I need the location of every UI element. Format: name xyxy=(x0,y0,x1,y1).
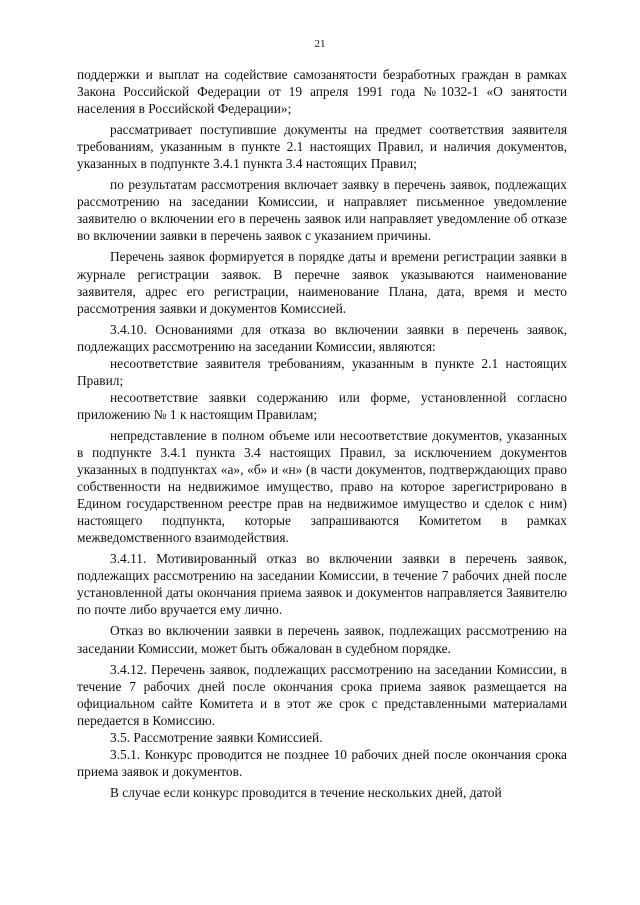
page-number: 21 xyxy=(314,38,326,50)
paragraph: несоответствие заявителя требованиям, указанным в пункте 2.1 настоящих Правил; xyxy=(77,355,567,388)
paragraph: В случае если конкурс проводится в течение нескольких дней, датой xyxy=(110,784,502,800)
paragraph: 3.4.12. Перечень заявок, подлежащих рассмотрению на заседании Комиссии, в течение 7 рабочих дней после окончания срока приема заявок размещается на официальном сайте Комитета и в этот же срок с представленными материалами передается в Комиссию. xyxy=(77,661,567,728)
document-body xyxy=(77,66,567,801)
paragraph: рассматривает поступившие документы на предмет соответствия заявителя требованиям, указанным в пункте 2.1 настоящих Правил, и наличия документов, указанных в подпункте 3.4.1 пункта 3.4 настоящих Правил; xyxy=(77,122,567,172)
paragraph: поддержки и выплат на содействие самозанятости безработных граждан в рамках Закона Российской Федерации от 19 апреля 1991 года №1032-1 «О занятости населения в Российской Федерации»; xyxy=(77,67,567,117)
paragraph: непредставление в полном объеме или несоответствие документов, указанных в подпункте 3.4.1 пункта 3.4 настоящих Правил, за исключением документов указанных в подпунктах «а», «б» и «н» (в части документов, подтверждающих право собственности на недвижимое имущество, право на которое зарегистрировано в Едином государственном реестре прав на недвижимое имущество и сделок с ним) настоящего подпункта, которые запрашиваются Комитетом в рамках межведомственного взаимодействия. xyxy=(77,427,567,546)
paragraph: Перечень заявок формируется в порядке даты и времени регистрации заявки в журнале регистрации заявок. В перечне заявок указываются наименование заявителя, адрес его регистрации, наименование Плана, дата, время и место рассмотрения заявки и документов Комиссией. xyxy=(77,249,567,316)
paragraph: по результатам рассмотрения включает заявку в перечень заявок, подлежащих рассмотрению на заседании Комиссии, и направляет письменное уведомление заявителю о включении его в перечень заявок или направляет уведомление об отказе во включении заявки в перечень заявок с указанием причины. xyxy=(77,177,567,244)
paragraph: 3.5. Рассмотрение заявки Комиссией. xyxy=(110,729,323,745)
paragraph: Отказ во включении заявки в перечень заявок, подлежащих рассмотрению на заседании Комиссии, может быть обжалован в судебном порядке. xyxy=(77,623,567,656)
paragraph: 3.4.11. Мотивированный отказ во включении заявки в перечень заявок, подлежащих рассмотрению на заседании Комиссии, в течение 7 рабочих дней после установленной даты окончания приема заявок и документов направляется Заявителю по почте либо вручается ему лично. xyxy=(77,551,567,618)
paragraph: 3.4.10. Основаниями для отказа во включении заявки в перечень заявок, подлежащих рассмотрению на заседании Комиссии, являются: xyxy=(77,321,567,354)
paragraph: несоответствие заявки содержанию или форме, установленной согласно приложению № 1 к настоящим Правилам; xyxy=(77,389,567,422)
paragraph: 3.5.1. Конкурс проводится не позднее 10 рабочих дней после окончания срока приема заявок и документов. xyxy=(77,746,567,779)
